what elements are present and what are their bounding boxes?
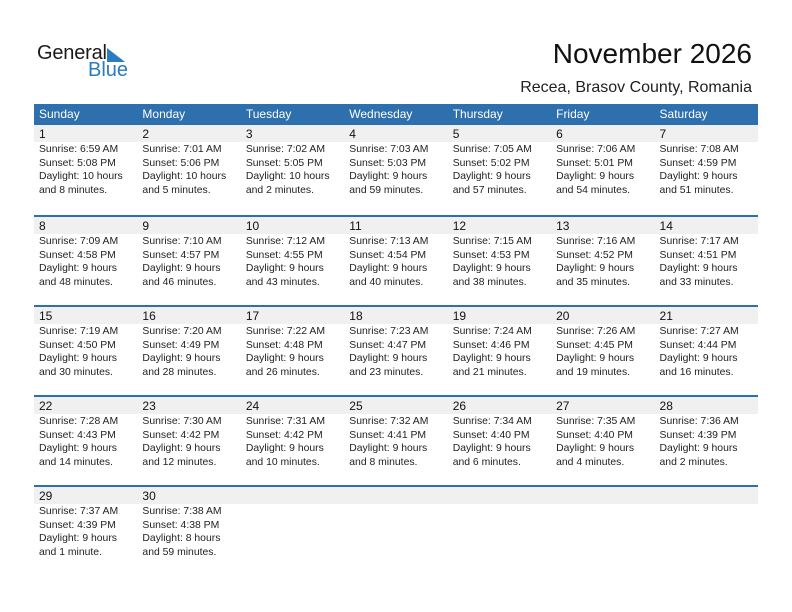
sunset-text: Sunset: 4:55 PM	[245, 249, 323, 261]
day-cell	[241, 397, 344, 485]
sunrise-text: Sunrise: 7:23 AM	[349, 326, 429, 337]
day-info	[34, 142, 137, 197]
daylight-text: and 16 minutes.	[659, 366, 734, 378]
daylight-text: and 10 minutes.	[245, 456, 320, 468]
day-cell	[448, 397, 551, 485]
day-number: 29	[34, 487, 137, 504]
sunset-text: Sunset: 4:39 PM	[39, 519, 116, 531]
daylight-text: Daylight: 9 hours	[659, 171, 738, 182]
day-info	[137, 504, 240, 559]
sunset-text: Sunset: 4:40 PM	[556, 429, 633, 441]
sunrise-text: Sunrise: 7:09 AM	[39, 236, 119, 247]
daylight-text: Daylight: 9 hours	[39, 263, 117, 274]
daylight-text: and 48 minutes.	[39, 276, 113, 288]
day-info	[344, 142, 447, 197]
day-info	[241, 142, 344, 197]
day-info	[655, 414, 758, 469]
daylight-text: and 28 minutes.	[142, 366, 217, 378]
sunrise-text: Sunrise: 7:22 AM	[245, 326, 325, 337]
day-info	[448, 324, 551, 379]
daylight-text: and 59 minutes.	[142, 546, 217, 558]
day-info	[551, 142, 654, 197]
logo-blue-text: Blue	[88, 59, 129, 81]
day-number: 21	[655, 307, 758, 324]
day-number: 17	[241, 307, 344, 324]
day-info	[241, 324, 344, 379]
day-cell	[344, 307, 447, 395]
day-cell	[241, 217, 344, 305]
daylight-text: Daylight: 9 hours	[39, 353, 117, 364]
empty-day-cell	[448, 487, 551, 575]
day-info	[34, 234, 137, 289]
day-number: 11	[344, 217, 447, 234]
daylight-text: Daylight: 9 hours	[556, 263, 635, 274]
sunrise-text: Sunrise: 7:06 AM	[556, 144, 636, 155]
page-title: November 2026	[552, 38, 752, 69]
daylight-text: Daylight: 9 hours	[142, 353, 221, 364]
sunset-text: Sunset: 4:40 PM	[452, 429, 530, 441]
day-cell	[137, 487, 240, 575]
daylight-text: Daylight: 9 hours	[452, 263, 531, 274]
day-cell	[137, 307, 240, 395]
daylight-text: Daylight: 9 hours	[349, 171, 428, 182]
day-info	[34, 324, 137, 379]
weekday-header-tuesday: Tuesday	[245, 107, 292, 121]
sunrise-text: Sunrise: 7:15 AM	[452, 236, 532, 247]
empty-day-cell	[241, 487, 344, 575]
daylight-text: and 40 minutes.	[349, 276, 424, 288]
day-cell	[34, 397, 137, 485]
daylight-text: Daylight: 9 hours	[245, 353, 324, 364]
day-info	[344, 324, 447, 379]
daylight-text: Daylight: 9 hours	[245, 263, 324, 274]
sunset-text: Sunset: 4:47 PM	[349, 339, 427, 351]
sunset-text: Sunset: 4:46 PM	[452, 339, 530, 351]
daylight-text: and 54 minutes.	[556, 184, 631, 196]
daylight-text: and 43 minutes.	[245, 276, 320, 288]
day-number: 24	[241, 397, 344, 414]
daylight-text: Daylight: 9 hours	[659, 353, 738, 364]
day-number: 25	[344, 397, 447, 414]
sunrise-text: Sunrise: 6:59 AM	[39, 144, 119, 155]
day-cell	[655, 307, 758, 395]
daylight-text: and 8 minutes.	[349, 456, 418, 468]
daylight-text: and 4 minutes.	[556, 456, 625, 468]
empty-date-band	[241, 487, 344, 504]
sunset-text: Sunset: 5:02 PM	[452, 157, 530, 169]
weekday-header-saturday: Saturday	[659, 107, 708, 121]
location-subtitle: Recea, Brasov County, Romania	[520, 79, 752, 96]
day-cell	[34, 307, 137, 395]
daylight-text: and 5 minutes.	[142, 184, 211, 196]
day-number: 12	[448, 217, 551, 234]
weekday-header-wednesday: Wednesday	[349, 107, 413, 121]
daylight-text: Daylight: 9 hours	[245, 443, 324, 454]
week-row	[34, 125, 758, 215]
sunset-text: Sunset: 4:51 PM	[659, 249, 737, 261]
day-number: 16	[137, 307, 240, 324]
day-cell	[344, 217, 447, 305]
daylight-text: and 21 minutes.	[452, 366, 527, 378]
sunset-text: Sunset: 5:05 PM	[245, 157, 323, 169]
sunset-text: Sunset: 5:01 PM	[556, 157, 633, 169]
daylight-text: Daylight: 10 hours	[245, 171, 330, 182]
day-cell	[241, 125, 344, 215]
day-number: 4	[344, 125, 447, 142]
day-info	[137, 324, 240, 379]
day-number: 9	[137, 217, 240, 234]
day-number: 2	[137, 125, 240, 142]
sunset-text: Sunset: 4:52 PM	[556, 249, 633, 261]
day-cell	[137, 397, 240, 485]
sunrise-text: Sunrise: 7:36 AM	[659, 416, 739, 427]
day-number: 14	[655, 217, 758, 234]
daylight-text: Daylight: 10 hours	[142, 171, 227, 182]
sunset-text: Sunset: 4:48 PM	[245, 339, 323, 351]
daylight-text: Daylight: 8 hours	[142, 533, 221, 544]
daylight-text: and 6 minutes.	[452, 456, 521, 468]
day-cell	[344, 125, 447, 215]
daylight-text: Daylight: 9 hours	[556, 353, 635, 364]
sunset-text: Sunset: 4:44 PM	[659, 339, 737, 351]
sunset-text: Sunset: 4:38 PM	[142, 519, 220, 531]
daylight-text: and 2 minutes.	[659, 456, 728, 468]
day-info	[655, 324, 758, 379]
sunrise-text: Sunrise: 7:28 AM	[39, 416, 119, 427]
daylight-text: and 57 minutes.	[452, 184, 527, 196]
daylight-text: and 19 minutes.	[556, 366, 631, 378]
week-row	[34, 305, 758, 395]
daylight-text: and 33 minutes.	[659, 276, 734, 288]
daylight-text: Daylight: 9 hours	[659, 263, 738, 274]
week-row	[34, 395, 758, 485]
sunrise-text: Sunrise: 7:10 AM	[142, 236, 222, 247]
sunrise-text: Sunrise: 7:12 AM	[245, 236, 325, 247]
daylight-text: and 2 minutes.	[245, 184, 315, 196]
sunrise-text: Sunrise: 7:19 AM	[39, 326, 119, 337]
day-number: 1	[34, 125, 137, 142]
day-cell	[34, 217, 137, 305]
empty-date-band	[551, 487, 654, 504]
day-cell	[655, 217, 758, 305]
daylight-text: Daylight: 9 hours	[556, 171, 635, 182]
sunrise-text: Sunrise: 7:17 AM	[659, 236, 739, 247]
day-number: 3	[241, 125, 344, 142]
weekday-header-monday: Monday	[142, 107, 186, 121]
day-number: 18	[344, 307, 447, 324]
daylight-text: and 12 minutes.	[142, 456, 217, 468]
day-cell	[551, 307, 654, 395]
daylight-text: Daylight: 9 hours	[452, 443, 531, 454]
weekday-header-sunday: Sunday	[39, 107, 80, 121]
sunset-text: Sunset: 4:42 PM	[245, 429, 323, 441]
day-number: 20	[551, 307, 654, 324]
day-number: 15	[34, 307, 137, 324]
day-info	[137, 142, 240, 197]
logo-general-text: General	[37, 42, 107, 64]
week-row	[34, 485, 758, 575]
daylight-text: and 59 minutes.	[349, 184, 424, 196]
daylight-text: and 35 minutes.	[556, 276, 631, 288]
sunrise-text: Sunrise: 7:26 AM	[556, 326, 636, 337]
weekday-header-row	[34, 104, 758, 125]
day-cell	[344, 397, 447, 485]
day-cell	[448, 125, 551, 215]
daylight-text: Daylight: 9 hours	[142, 443, 221, 454]
day-number: 5	[448, 125, 551, 142]
day-number: 8	[34, 217, 137, 234]
sunset-text: Sunset: 5:03 PM	[349, 157, 427, 169]
day-info	[241, 234, 344, 289]
day-number: 26	[448, 397, 551, 414]
day-info	[344, 234, 447, 289]
day-info	[655, 234, 758, 289]
daylight-text: Daylight: 9 hours	[349, 353, 428, 364]
day-cell	[655, 125, 758, 215]
day-info	[551, 414, 654, 469]
day-info	[551, 324, 654, 379]
day-cell	[448, 307, 551, 395]
day-info	[137, 414, 240, 469]
daylight-text: Daylight: 9 hours	[556, 443, 635, 454]
logo	[37, 42, 137, 82]
day-info	[34, 504, 137, 559]
sunrise-text: Sunrise: 7:30 AM	[142, 416, 222, 427]
daylight-text: and 38 minutes.	[452, 276, 527, 288]
day-info	[448, 414, 551, 469]
sunrise-text: Sunrise: 7:16 AM	[556, 236, 636, 247]
day-cell	[655, 397, 758, 485]
daylight-text: Daylight: 9 hours	[452, 171, 531, 182]
day-number: 28	[655, 397, 758, 414]
sunset-text: Sunset: 4:59 PM	[659, 157, 737, 169]
sunrise-text: Sunrise: 7:01 AM	[142, 144, 222, 155]
day-cell	[34, 125, 137, 215]
empty-date-band	[655, 487, 758, 504]
day-cell	[137, 217, 240, 305]
day-number: 27	[551, 397, 654, 414]
sunset-text: Sunset: 4:57 PM	[142, 249, 220, 261]
day-cell	[448, 217, 551, 305]
sunset-text: Sunset: 4:43 PM	[39, 429, 116, 441]
sunrise-text: Sunrise: 7:24 AM	[452, 326, 532, 337]
sunset-text: Sunset: 4:49 PM	[142, 339, 220, 351]
day-info	[241, 414, 344, 469]
empty-day-cell	[655, 487, 758, 575]
sunrise-text: Sunrise: 7:31 AM	[245, 416, 325, 427]
empty-day-cell	[344, 487, 447, 575]
daylight-text: Daylight: 9 hours	[142, 263, 221, 274]
day-info	[34, 414, 137, 469]
sunrise-text: Sunrise: 7:20 AM	[142, 326, 222, 337]
sunset-text: Sunset: 4:39 PM	[659, 429, 737, 441]
daylight-text: and 23 minutes.	[349, 366, 424, 378]
sunset-text: Sunset: 4:54 PM	[349, 249, 427, 261]
day-number: 22	[34, 397, 137, 414]
sunset-text: Sunset: 4:41 PM	[349, 429, 427, 441]
calendar-grid	[34, 104, 758, 575]
daylight-text: Daylight: 9 hours	[452, 353, 531, 364]
weekday-header-thursday: Thursday	[452, 107, 503, 121]
day-info	[137, 234, 240, 289]
day-cell	[34, 487, 137, 575]
day-info	[551, 234, 654, 289]
sunrise-text: Sunrise: 7:08 AM	[659, 144, 739, 155]
sunset-text: Sunset: 4:50 PM	[39, 339, 116, 351]
sunrise-text: Sunrise: 7:35 AM	[556, 416, 636, 427]
sunrise-text: Sunrise: 7:13 AM	[349, 236, 429, 247]
daylight-text: Daylight: 9 hours	[349, 263, 428, 274]
sunset-text: Sunset: 4:53 PM	[452, 249, 530, 261]
sunset-text: Sunset: 5:06 PM	[142, 157, 220, 169]
sunset-text: Sunset: 4:58 PM	[39, 249, 116, 261]
sunrise-text: Sunrise: 7:03 AM	[349, 144, 429, 155]
daylight-text: Daylight: 9 hours	[659, 443, 738, 454]
daylight-text: and 51 minutes.	[659, 184, 734, 196]
weekday-header-friday: Friday	[556, 107, 590, 121]
daylight-text: and 30 minutes.	[39, 366, 113, 378]
sunrise-text: Sunrise: 7:02 AM	[245, 144, 325, 155]
sunrise-text: Sunrise: 7:32 AM	[349, 416, 429, 427]
day-number: 10	[241, 217, 344, 234]
sunset-text: Sunset: 5:08 PM	[39, 157, 116, 169]
daylight-text: and 1 minute.	[39, 546, 102, 558]
daylight-text: and 8 minutes.	[39, 184, 108, 196]
sunrise-text: Sunrise: 7:27 AM	[659, 326, 739, 337]
daylight-text: Daylight: 9 hours	[349, 443, 428, 454]
day-cell	[137, 125, 240, 215]
day-info	[448, 142, 551, 197]
sunset-text: Sunset: 4:42 PM	[142, 429, 220, 441]
sunrise-text: Sunrise: 7:37 AM	[39, 506, 119, 517]
sunrise-text: Sunrise: 7:38 AM	[142, 506, 222, 517]
daylight-text: and 26 minutes.	[245, 366, 320, 378]
day-number: 23	[137, 397, 240, 414]
day-cell	[551, 125, 654, 215]
day-number: 13	[551, 217, 654, 234]
daylight-text: Daylight: 9 hours	[39, 443, 117, 454]
day-info	[448, 234, 551, 289]
day-cell	[241, 307, 344, 395]
daylight-text: Daylight: 9 hours	[39, 533, 117, 544]
week-row	[34, 215, 758, 305]
daylight-text: and 46 minutes.	[142, 276, 217, 288]
sunrise-text: Sunrise: 7:34 AM	[452, 416, 532, 427]
day-number: 7	[655, 125, 758, 142]
empty-date-band	[344, 487, 447, 504]
sunset-text: Sunset: 4:45 PM	[556, 339, 633, 351]
daylight-text: Daylight: 10 hours	[39, 171, 123, 182]
day-info	[655, 142, 758, 197]
day-number: 19	[448, 307, 551, 324]
day-cell	[551, 217, 654, 305]
day-cell	[551, 397, 654, 485]
empty-date-band	[448, 487, 551, 504]
daylight-text: and 14 minutes.	[39, 456, 113, 468]
day-number: 6	[551, 125, 654, 142]
day-info	[344, 414, 447, 469]
day-number: 30	[137, 487, 240, 504]
empty-day-cell	[551, 487, 654, 575]
sunrise-text: Sunrise: 7:05 AM	[452, 144, 532, 155]
